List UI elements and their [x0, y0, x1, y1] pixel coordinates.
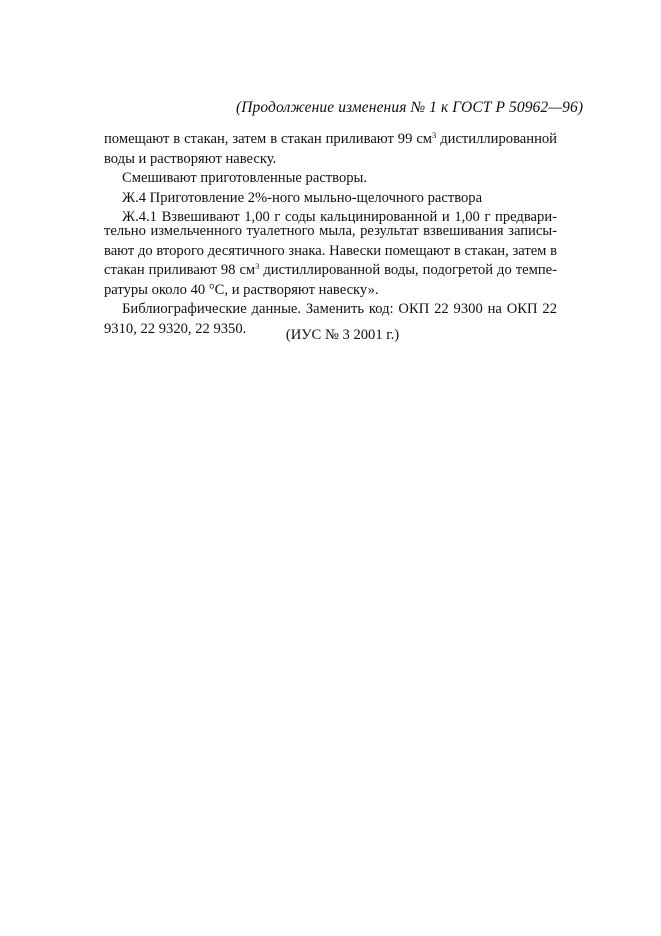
paragraph-line	[104, 130, 557, 150]
text-fragment: дистиллированной воды, подогретой до темпе-	[259, 262, 557, 278]
text-fragment: стакан приливают 98 см	[104, 262, 256, 278]
paragraph-line: воды и растворяют навеску.	[104, 150, 277, 167]
text-block-bottom	[104, 222, 557, 339]
text-fragment: помещают в стакан, затем в стакан приливают 99 см	[104, 131, 433, 147]
text-block-top	[104, 130, 557, 228]
paragraph-line: вают до второго десятичного знака. Навески помещают в стакан, затем в	[104, 242, 557, 259]
page-header: (Продолжение изменения № 1 к ГОСТ Р 50962—96)	[236, 99, 584, 116]
paragraph-line: Ж.4.1 Взвешивают 1,00 г соды кальцинированной и 1,00 г предвари-	[122, 209, 557, 225]
paragraph-line: Смешивают приготовленные растворы.	[122, 170, 368, 186]
superscript: 3	[432, 130, 437, 140]
paragraph-line	[104, 261, 557, 281]
text-fragment: дистиллированной	[436, 131, 557, 147]
paragraph-line: 9310, 22 9320, 22 9350.	[104, 320, 247, 337]
paragraph-line: тельно измельченного туалетного мыла, результат взвешивания записы-	[104, 223, 557, 239]
section-heading: Ж.4 Приготовление 2%-ного мыльно-щелочного раствора	[122, 189, 483, 206]
paragraph-line: Библиографические данные. Заменить код: ОКП 22 9300 на ОКП 22	[122, 301, 557, 317]
source-reference: (ИУС № 3 2001 г.)	[285, 327, 400, 343]
superscript: 3	[255, 261, 260, 271]
paragraph-line: ратуры около 40 °С, и растворяют навеску».	[104, 281, 379, 298]
